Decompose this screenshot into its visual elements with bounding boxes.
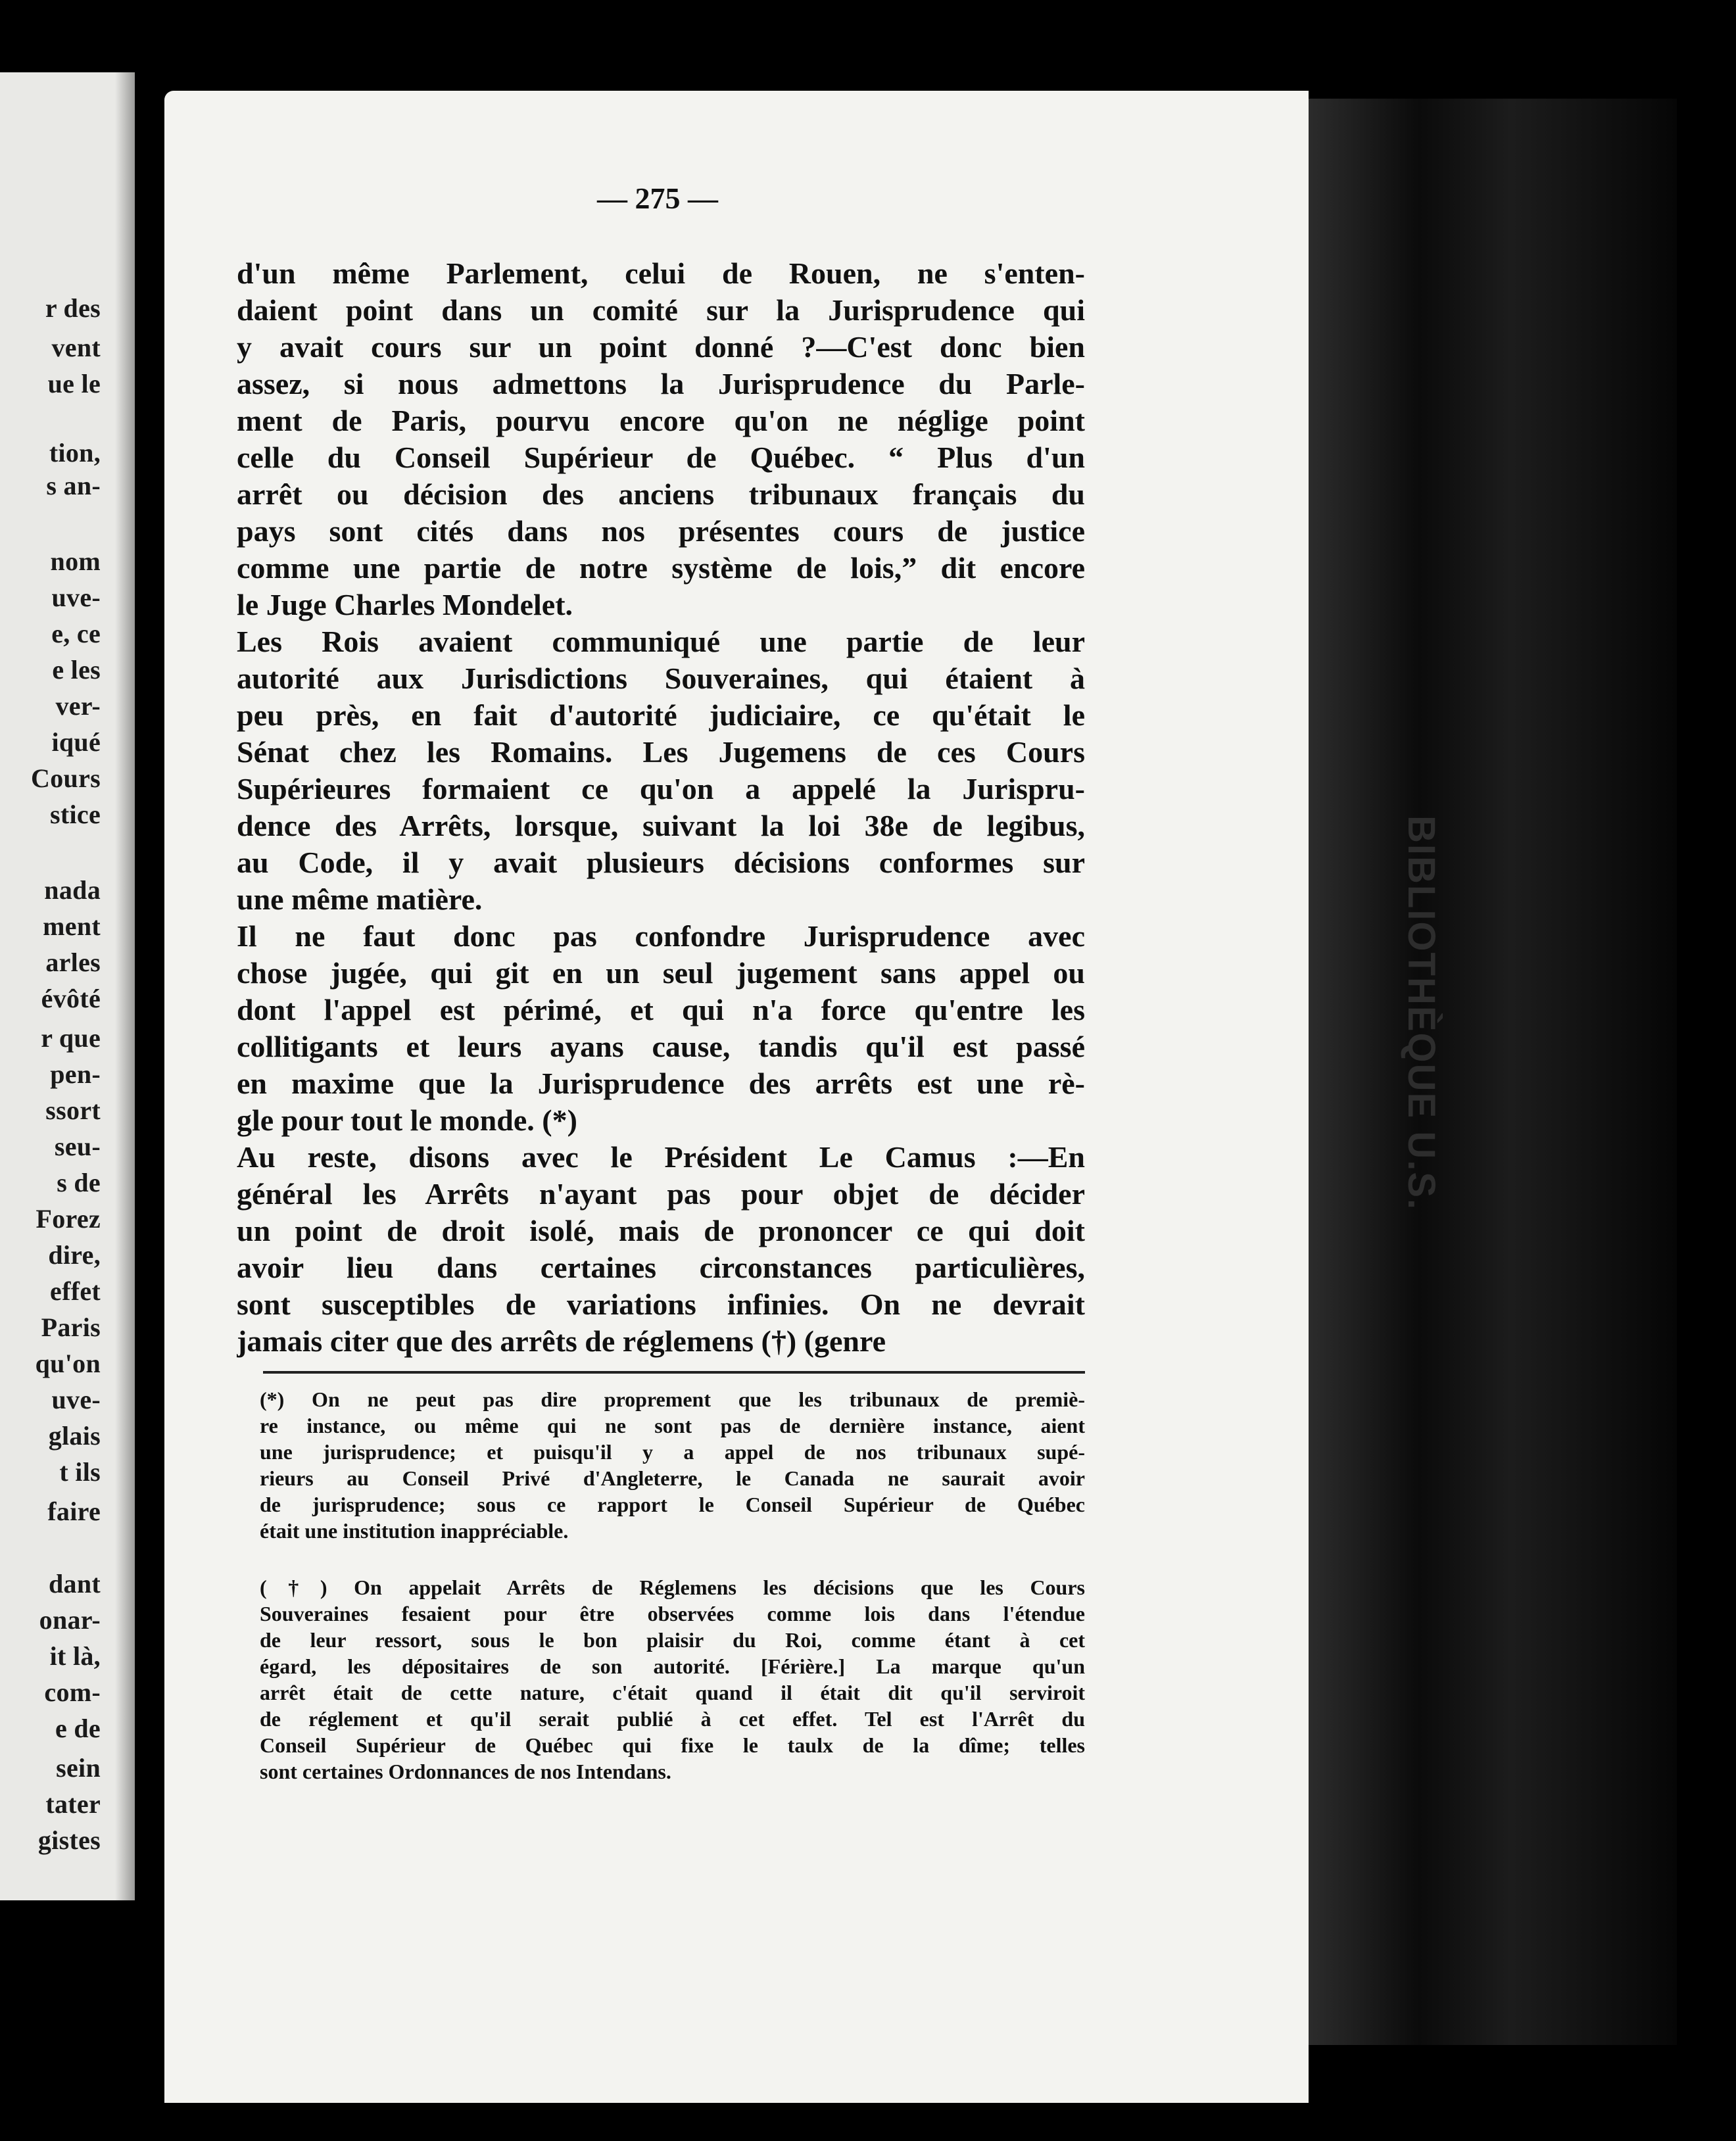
- text-line: ment de Paris, pourvu encore qu'on ne néglige point: [237, 404, 1085, 437]
- footnote-line: arrêt était de cette nature, c'était quand il était dit qu'il serviroit: [260, 1681, 1085, 1704]
- footnote-line: une jurisprudence; et puisqu'il y a appel de nos tribunaux supé-: [260, 1440, 1085, 1464]
- text-line: jamais citer que des arrêts de réglemens (†) (genre: [237, 1324, 886, 1358]
- facing-page-line: ment: [43, 911, 101, 941]
- facing-page-line: glais: [48, 1421, 101, 1451]
- facing-page-line: gistes: [37, 1825, 101, 1855]
- text-line: d'un même Parlement, celui de Rouen, ne s'enten-: [237, 256, 1085, 290]
- text-line: assez, si nous admettons la Jurisprudence du Parle-: [237, 367, 1085, 400]
- text-line: pays sont cités dans nos présentes cours de justice: [237, 514, 1085, 548]
- footnote-rule: [263, 1371, 1085, 1374]
- text-line: dont l'appel est périmé, et qui n'a force qu'entre les: [237, 993, 1085, 1026]
- text-line: dence des Arrêts, lorsque, suivant la loi 38e de legibus,: [237, 809, 1085, 842]
- facing-page-line: vent: [51, 333, 101, 362]
- facing-page-line: iqué: [51, 727, 101, 757]
- text-line: peu près, en fait d'autorité judiciaire, ce qu'était le: [237, 698, 1085, 732]
- page-block-edge: [1309, 99, 1677, 2045]
- footnote-line: égard, les dépositaires de son autorité. [Férière.] La marque qu'un: [260, 1654, 1085, 1678]
- facing-page-line: tion,: [49, 438, 101, 468]
- text-line: un point de droit isolé, mais de prononcer ce qui doit: [237, 1214, 1085, 1247]
- footnote-line: de jurisprudence; sous ce rapport le Conseil Supérieur de Québec: [260, 1493, 1085, 1516]
- text-line: une même matière.: [237, 882, 483, 916]
- facing-page-line: pen-: [50, 1059, 101, 1089]
- page-number: — 275 —: [597, 181, 718, 215]
- facing-page-line: r que: [41, 1023, 101, 1053]
- footnote-line: Souveraines fesaient pour être observées comme lois dans l'étendue: [260, 1602, 1085, 1625]
- facing-page-line: s an-: [46, 471, 101, 500]
- facing-page-line: r des: [45, 293, 101, 323]
- facing-page-line: seu-: [54, 1132, 101, 1161]
- facing-page-line: t ils: [59, 1457, 101, 1487]
- text-line: celle du Conseil Supérieur de Québec. “ Plus d'un: [237, 441, 1085, 474]
- facing-page-line: com-: [44, 1677, 101, 1707]
- main-text: [237, 255, 1085, 1360]
- facing-page-line: uve-: [51, 583, 101, 612]
- text-line: en maxime que la Jurisprudence des arrêts est une rè-: [237, 1067, 1085, 1100]
- facing-page-line: ver-: [55, 691, 101, 721]
- facing-page-line: ue le: [47, 369, 101, 398]
- facing-page-line: évôté: [41, 984, 101, 1013]
- facing-page-line: nada: [44, 875, 101, 905]
- facing-page: [0, 72, 135, 1900]
- text-line: chose jugée, qui git en un seul jugement sans appel ou: [237, 956, 1085, 990]
- book-gutter: [115, 72, 135, 1900]
- text-line: y avait cours sur un point donné ?—C'est donc bien: [237, 330, 1085, 364]
- facing-page-line: dire,: [48, 1240, 101, 1270]
- facing-page-line: faire: [47, 1497, 101, 1526]
- facing-page-line: sein: [56, 1753, 101, 1783]
- facing-page-line: s de: [57, 1168, 101, 1197]
- library-stamp: BIBLIOTHÈQUE U.S.: [1400, 815, 1443, 1211]
- text-line: au Code, il y avait plusieurs décisions conformes sur: [237, 846, 1085, 879]
- facing-page-line: it là,: [49, 1641, 101, 1671]
- footnote: [260, 1574, 1085, 1785]
- footnote-line: de réglement et qu'il serait publié à cet effet. Tel est l'Arrêt du: [260, 1707, 1085, 1731]
- facing-page-line: Forez: [36, 1204, 101, 1234]
- facing-page-line: e, ce: [51, 619, 101, 648]
- text-line: comme une partie de notre système de lois,” dit encore: [237, 551, 1085, 585]
- text-line: Au reste, disons avec le Président Le Camus :—En: [237, 1140, 1085, 1174]
- text-line: le Juge Charles Mondelet.: [237, 588, 573, 621]
- footnote-line: était une institution inappréciable.: [260, 1519, 569, 1543]
- facing-page-line: stice: [49, 800, 101, 829]
- facing-page-line: Cours: [31, 763, 101, 793]
- facing-page-line: ssort: [45, 1095, 101, 1125]
- text-line: Supérieures formaient ce qu'on a appelé la Jurispru-: [237, 772, 1085, 806]
- footnote: [260, 1386, 1085, 1544]
- facing-page-line: dant: [48, 1569, 101, 1599]
- facing-page-line: nom: [50, 546, 101, 576]
- facing-page-line: effet: [50, 1276, 101, 1306]
- footnote-line: de leur ressort, sous le bon plaisir du Roi, comme étant à cet: [260, 1628, 1085, 1652]
- text-line: autorité aux Jurisdictions Souveraines, qui étaient à: [237, 662, 1085, 695]
- facing-page-line: Paris: [41, 1312, 101, 1342]
- footnote-line: (†) On appelait Arrêts de Réglemens les décisions que les Cours: [260, 1576, 1085, 1599]
- footnote-line: re instance, ou même qui ne sont pas de dernière instance, aient: [260, 1414, 1085, 1437]
- facing-page-line: qu'on: [35, 1349, 101, 1378]
- text-line: Sénat chez les Romains. Les Jugemens de ces Cours: [237, 735, 1085, 769]
- footnote-line: Conseil Supérieur de Québec qui fixe le taulx de la dîme; telles: [260, 1733, 1085, 1757]
- facing-page-line: e les: [52, 655, 101, 685]
- facing-page-line: onar-: [39, 1605, 101, 1635]
- text-line: daient point dans un comité sur la Jurisprudence qui: [237, 293, 1085, 327]
- facing-page-line: e de: [55, 1714, 101, 1743]
- text-line: Les Rois avaient communiqué une partie de leur: [237, 625, 1085, 658]
- footnote-line: rieurs au Conseil Privé d'Angleterre, le Canada ne saurait avoir: [260, 1466, 1085, 1490]
- text-line: avoir lieu dans certaines circonstances particulières,: [237, 1251, 1085, 1284]
- text-line: Il ne faut donc pas confondre Jurisprudence avec: [237, 919, 1085, 953]
- text-line: arrêt ou décision des anciens tribunaux français du: [237, 477, 1085, 511]
- footnotes: [260, 1386, 1085, 1785]
- facing-page-line: uve-: [51, 1385, 101, 1414]
- text-line: collitigants et leurs ayans cause, tandis qu'il est passé: [237, 1030, 1085, 1063]
- text-line: sont susceptibles de variations infinies. On ne devrait: [237, 1287, 1085, 1321]
- footnote-line: sont certaines Ordonnances de nos Intendans.: [260, 1760, 671, 1783]
- facing-page-line: arles: [45, 948, 101, 977]
- facing-page-line: tater: [45, 1789, 101, 1819]
- text-line: gle pour tout le monde. (*): [237, 1103, 577, 1137]
- footnote-line: (*) On ne peut pas dire proprement que les tribunaux de premiè-: [260, 1387, 1085, 1411]
- text-line: général les Arrêts n'ayant pas pour objet de décider: [237, 1177, 1085, 1211]
